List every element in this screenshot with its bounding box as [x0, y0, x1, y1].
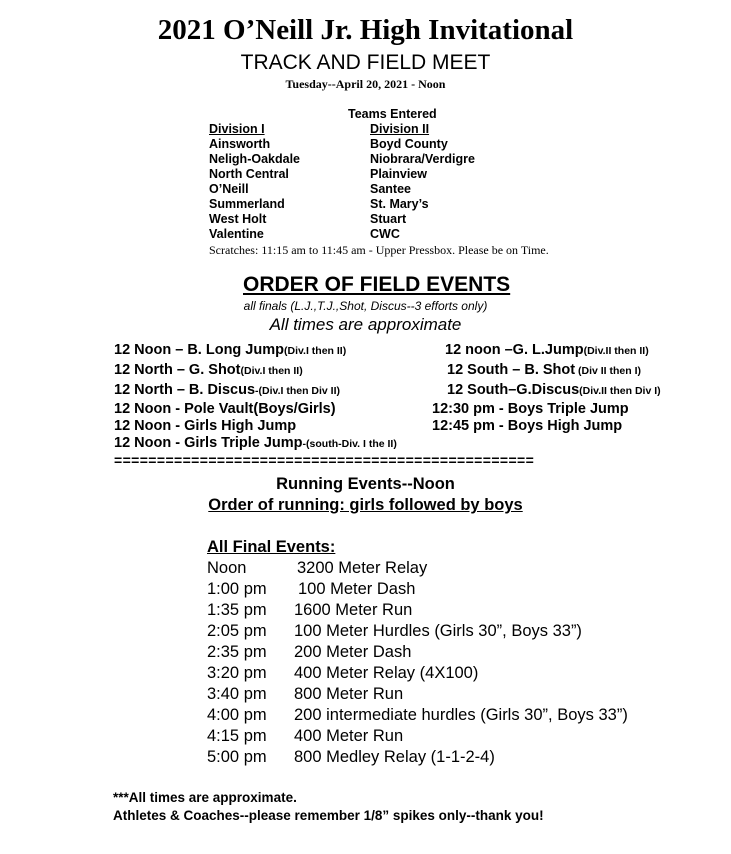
event-name: 3200 Meter Relay: [297, 559, 428, 577]
final-events-heading: All Final Events:: [207, 538, 336, 556]
team-item: Valentine: [209, 227, 264, 241]
field-event-item: 12 noon –G. L.Jump(Div.II then II): [445, 342, 649, 358]
event-time: 2:35 pm: [207, 643, 267, 661]
team-item: Stuart: [370, 212, 407, 226]
field-events-heading: ORDER OF FIELD EVENTS: [243, 273, 511, 296]
page-subtitle: TRACK AND FIELD MEET: [240, 51, 491, 74]
running-events-heading: Running Events--Noon: [276, 475, 455, 493]
team-item: Niobrara/Verdigre: [370, 152, 475, 166]
event-time: 3:40 pm: [207, 685, 267, 703]
event-time: 2:05 pm: [207, 622, 267, 640]
field-event-item: 12 South–G.Discus(Div.II then Div I): [447, 382, 661, 398]
division-1-list: [209, 122, 300, 242]
team-item: O’Neill: [209, 182, 249, 196]
event-dateline: Tuesday--April 20, 2021 - Noon: [285, 77, 446, 91]
event-time: 4:00 pm: [207, 706, 267, 724]
running-order-note: Order of running: girls followed by boys: [208, 496, 523, 514]
section-divider: =================================================: [114, 452, 535, 468]
field-event-item: 12:30 pm - Boys Triple Jump: [432, 401, 629, 417]
field-event-item: 12 Noon - Girls High Jump: [114, 418, 297, 434]
footer-approx-note: ***All times are approximate.: [113, 790, 297, 805]
division-1-label: Division I: [209, 122, 265, 136]
event-time: 3:20 pm: [207, 664, 267, 682]
field-event-item: 12:45 pm - Boys High Jump: [432, 418, 623, 434]
field-events-approx: All times are approximate: [269, 315, 462, 334]
field-event-item: 12 South – B. Shot (Div II then I): [447, 362, 642, 378]
event-time: 1:00 pm: [207, 580, 267, 598]
field-event-item: 12 North – B. Discus-(Div.I then Div II): [114, 382, 340, 398]
team-item: Plainview: [370, 167, 427, 181]
team-item: Boyd County: [370, 137, 448, 151]
field-event-item: 12 Noon – B. Long Jump(Div.I then II): [114, 342, 347, 358]
team-item: North Central: [209, 167, 289, 181]
teams-heading: Teams Entered: [348, 107, 437, 121]
event-time: 5:00 pm: [207, 748, 267, 766]
footer-spikes-note: Athletes & Coaches--please remember 1/8” spikes only--thank you!: [113, 808, 544, 823]
team-item: CWC: [370, 227, 400, 241]
division-2-label: Division II: [370, 122, 430, 136]
team-item: Santee: [370, 182, 411, 196]
event-name: 1600 Meter Run: [294, 601, 413, 619]
team-item: Neligh-Oakdale: [209, 152, 300, 166]
event-name: 800 Meter Run: [294, 685, 404, 703]
event-name: 800 Medley Relay (1-1-2-4): [294, 748, 495, 766]
scratches-note: Scratches: 11:15 am to 11:45 am - Upper Pressbox. Please be on Time.: [209, 243, 549, 257]
event-name: 400 Meter Relay (4X100): [294, 664, 479, 682]
event-name: 100 Meter Dash: [298, 580, 416, 598]
field-event-item: 12 Noon - Pole Vault(Boys/Girls): [114, 401, 336, 417]
team-item: Ainsworth: [209, 137, 271, 151]
event-name: 400 Meter Run: [294, 727, 404, 745]
field-event-item: 12 Noon - Girls Triple Jump-(south-Div. I the II): [114, 435, 397, 451]
field-event-item: 12 North – G. Shot(Div.I then II): [114, 362, 303, 378]
event-name: 100 Meter Hurdles (Girls 30”, Boys 33”): [294, 622, 582, 640]
event-name: 200 intermediate hurdles (Girls 30”, Boys 33”): [294, 706, 628, 724]
event-name: 200 Meter Dash: [294, 643, 412, 661]
team-item: St. Mary’s: [370, 197, 429, 211]
event-time: Noon: [207, 559, 247, 577]
team-item: Summerland: [209, 197, 285, 211]
field-events-note: all finals (L.J.,T.J.,Shot, Discus--3 efforts only): [243, 299, 488, 313]
division-2-list: [370, 122, 475, 242]
event-time: 1:35 pm: [207, 601, 267, 619]
page-title: 2021 O’Neill Jr. High Invitational: [157, 14, 574, 46]
event-time: 4:15 pm: [207, 727, 267, 745]
team-item: West Holt: [209, 212, 267, 226]
